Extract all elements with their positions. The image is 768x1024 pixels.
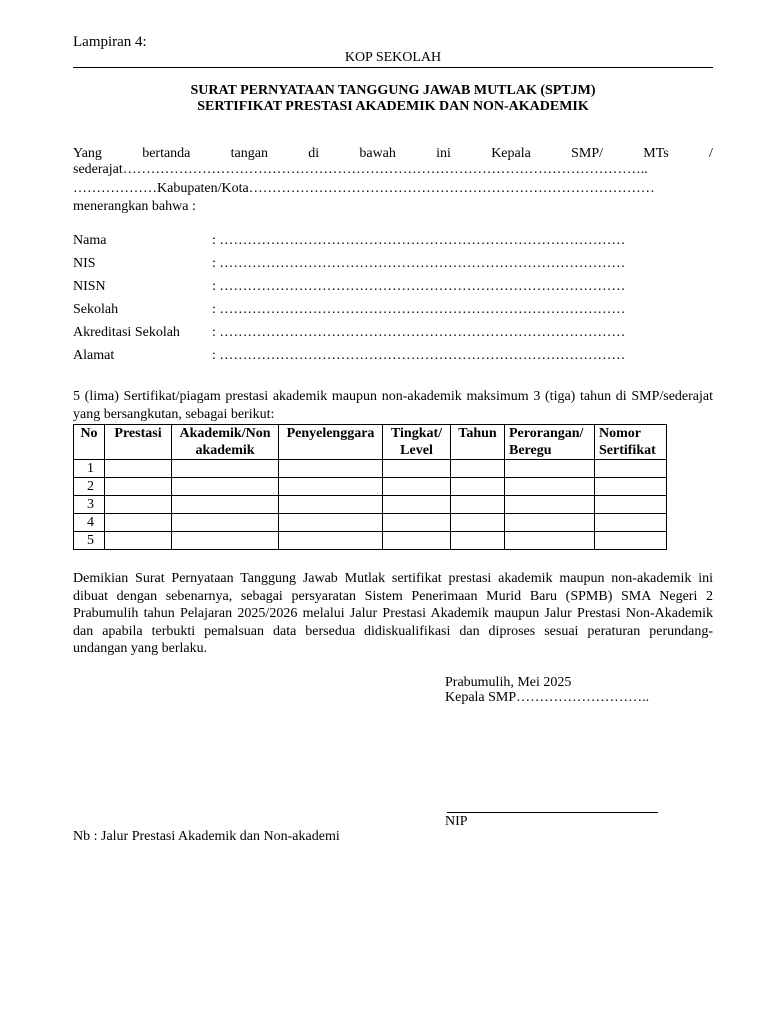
- closing-paragraph: [73, 570, 713, 658]
- table-cell: [451, 460, 505, 478]
- field-label-akreditasi: Akreditasi Sekolah: [73, 325, 180, 340]
- table-cell: [279, 460, 383, 478]
- paragraph-line: undangan yang berlaku.: [73, 641, 208, 656]
- table-cell: [383, 460, 451, 478]
- table-cell: [595, 532, 667, 550]
- certificate-intro-paragraph: [73, 388, 713, 423]
- table-cell: [505, 478, 595, 496]
- table-cell: [172, 478, 279, 496]
- attachment-label: Lampiran 4:: [73, 34, 147, 50]
- paragraph-line: dibuat dengan sebenarnya, sebagai persyaratan Sistem Penerimaan Murid Baru (SPMB) SMA Negeri 2: [73, 588, 713, 604]
- signature-role: Kepala SMP………………………..: [445, 690, 650, 705]
- table-row: [74, 532, 667, 550]
- intro-word: /: [709, 146, 713, 161]
- row-number: 4: [74, 514, 105, 532]
- field-value-nisn: : ……………………………………………………………………………: [212, 279, 626, 294]
- row-number: 5: [74, 532, 105, 550]
- table-cell: [595, 496, 667, 514]
- table-cell: [505, 514, 595, 532]
- header-penyelenggara: Penyelenggara: [279, 425, 383, 460]
- document-title: SURAT PERNYATAAN TANGGUNG JAWAB MUTLAK (SPTJM): [190, 83, 596, 98]
- table-cell: [451, 496, 505, 514]
- intro-line-3: ………………Kabupaten/Kota……………………………………………………………………………: [73, 181, 655, 196]
- table-cell: [595, 514, 667, 532]
- table-cell: [383, 532, 451, 550]
- table-cell: [105, 478, 172, 496]
- field-label-nisn: NISN: [73, 279, 106, 294]
- table-cell: [451, 514, 505, 532]
- header-perorangan: Perorangan/ Beregu: [505, 425, 595, 460]
- table-row: [74, 496, 667, 514]
- header-tahun: Tahun: [451, 425, 505, 460]
- signature-place-date: Prabumulih, Mei 2025: [445, 675, 572, 690]
- table-cell: [105, 532, 172, 550]
- intro-word: bertanda: [142, 146, 191, 161]
- table-header-row: [74, 425, 667, 460]
- field-label-alamat: Alamat: [73, 348, 115, 363]
- table-row: [74, 514, 667, 532]
- school-letterhead: KOP SEKOLAH: [344, 50, 442, 65]
- field-value-alamat: : ……………………………………………………………………………: [212, 348, 626, 363]
- row-number: 1: [74, 460, 105, 478]
- intro-word: bawah: [359, 146, 396, 161]
- table-cell: [505, 496, 595, 514]
- table-cell: [505, 460, 595, 478]
- table-cell: [279, 478, 383, 496]
- intro-word: tangan: [230, 146, 268, 161]
- header-divider: [73, 67, 713, 68]
- signature-nip: NIP: [445, 814, 468, 829]
- paragraph-line: dan apabila terbukti pemalsuan data bersedua didiskualifikasi dan diproses sesuai peraturan perundang-: [73, 623, 713, 639]
- table-cell: [105, 514, 172, 532]
- table-cell: [105, 460, 172, 478]
- paragraph-line: Prabumulih tahun Pelajaran 2025/2026 melalui Jalur Prestasi Akademik maupun Jalur Prestasi Non-Akademik: [73, 606, 713, 621]
- field-value-nama: : ……………………………………………………………………………: [212, 233, 626, 248]
- table-cell: [451, 532, 505, 550]
- table-cell: [383, 496, 451, 514]
- table-cell: [383, 478, 451, 496]
- paragraph-line: yang bersangkutan, sebagai berikut:: [73, 406, 275, 422]
- table-row: [74, 478, 667, 496]
- table-cell: [451, 478, 505, 496]
- intro-word: SMP/: [571, 146, 604, 161]
- field-label-nis: NIS: [73, 256, 96, 271]
- table-cell: [279, 496, 383, 514]
- row-number: 2: [74, 478, 105, 496]
- table-cell: [383, 514, 451, 532]
- header-akademik: Akademik/Non akademik: [172, 425, 279, 460]
- table-cell: [595, 478, 667, 496]
- table-cell: [279, 532, 383, 550]
- certificate-table: [73, 424, 667, 550]
- table-cell: [105, 496, 172, 514]
- header-nomor: Nomor Sertifikat: [595, 425, 667, 460]
- header-no: No: [74, 425, 105, 460]
- field-label-sekolah: Sekolah: [73, 302, 119, 317]
- paragraph-line: 5 (lima) Sertifikat/piagam prestasi akademik maupun non-akademik maksimum 3 (tiga) tahun di SMP/sederajat: [73, 389, 713, 404]
- field-value-akreditasi: : ……………………………………………………………………………: [212, 325, 626, 340]
- footnote: Nb : Jalur Prestasi Akademik dan Non-akademi: [73, 829, 340, 844]
- signature-line: [447, 812, 658, 813]
- table-cell: [172, 460, 279, 478]
- paragraph-line: Demikian Surat Pernyataan Tanggung Jawab Mutlak sertifikat prestasi akademik maupun non-akademik ini: [73, 571, 713, 586]
- intro-line-1: [73, 146, 713, 162]
- table-cell: [505, 532, 595, 550]
- field-value-sekolah: : ……………………………………………………………………………: [212, 302, 626, 317]
- row-number: 3: [74, 496, 105, 514]
- header-prestasi: Prestasi: [105, 425, 172, 460]
- table-cell: [279, 514, 383, 532]
- table-cell: [172, 532, 279, 550]
- header-tingkat: Tingkat/ Level: [383, 425, 451, 460]
- intro-word: MTs: [643, 146, 669, 161]
- intro-word: ini: [436, 146, 451, 161]
- intro-word: Yang: [73, 146, 102, 161]
- table-cell: [172, 514, 279, 532]
- intro-word: Kepala: [491, 146, 531, 161]
- table-cell: [595, 460, 667, 478]
- intro-line-4: menerangkan bahwa :: [73, 199, 196, 214]
- document-subtitle: SERTIFIKAT PRESTASI AKADEMIK DAN NON-AKADEMIK: [197, 99, 589, 114]
- intro-line-2: sederajat…………………………………………………………………………………………………..: [73, 162, 648, 177]
- table-row: [74, 460, 667, 478]
- intro-word: di: [308, 146, 320, 161]
- field-label-nama: Nama: [73, 233, 107, 248]
- table-cell: [172, 496, 279, 514]
- field-value-nis: : ……………………………………………………………………………: [212, 256, 626, 271]
